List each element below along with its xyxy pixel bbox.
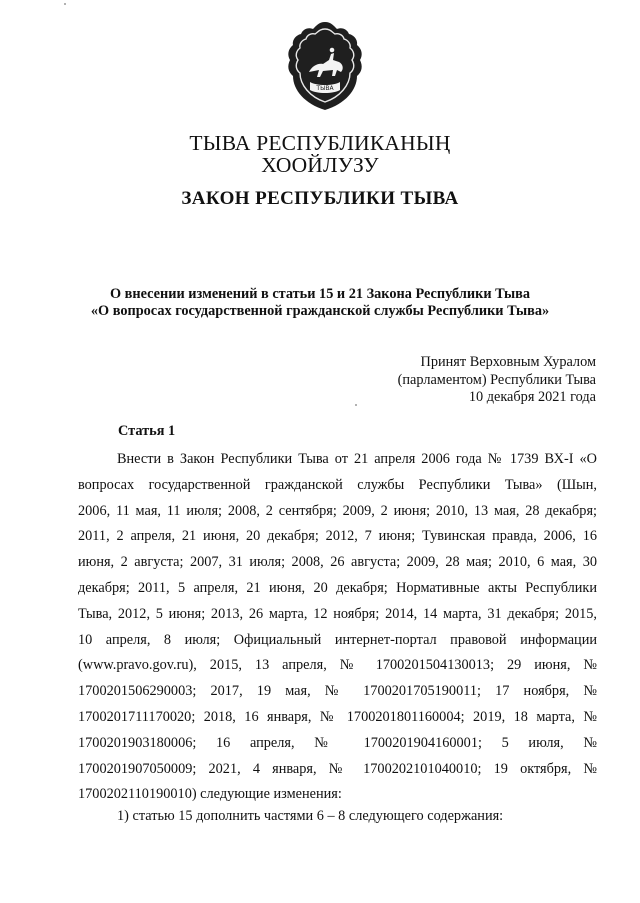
article-1-paragraph xyxy=(78,447,597,808)
law-subject-line2: «О вопросах государственной гражданской службы Республики Тыва» xyxy=(90,303,550,319)
law-subject-line1: О внесении изменений в статьи 15 и 21 Закона Республики Тыва xyxy=(109,286,531,302)
amendment-item-1: 1) статью 15 дополнить частями 6 – 8 следующего содержания: xyxy=(117,808,504,824)
adoption-line2: (парламентом) Республики Тыва xyxy=(397,372,596,388)
paragraph-line: вопросах государственной гражданской службы Республики Тыва» (Шын, xyxy=(78,476,597,493)
tyva-coat-of-arms-emblem xyxy=(285,20,365,112)
paragraph-line: 1700201711170020; 2018, 16 января, № 1700201801160004; 2019, 18 марта, № xyxy=(78,708,597,725)
paragraph-line: 2011, 2 апреля, 21 июня, 20 декабря; 2012, 7 июня; Тувинская правда, 2006, 16 xyxy=(78,528,597,545)
scan-speck xyxy=(64,3,66,5)
paragraph-line: 1700201506290003; 2017, 19 мая, № 1700201705190011; 17 ноября, № xyxy=(78,683,597,700)
scan-speck xyxy=(355,404,357,406)
paragraph-line: 1700201907050009; 2021, 4 января, № 1700202101040010; 19 октября, № xyxy=(78,760,597,777)
emblem-ribbon-text: ТЫВА xyxy=(316,85,334,92)
paragraph-line: 1700202110190010) следующие изменения: xyxy=(78,786,342,803)
law-title: ЗАКОН РЕСПУБЛИКИ ТЫВА xyxy=(181,188,459,209)
paragraph-line: 1700201903180006; 16 апреля, № 1700201904160001; 5 июля, № xyxy=(78,734,597,751)
adoption-date: 10 декабря 2021 года xyxy=(468,389,596,405)
republic-name-line1: ТЫВА РЕСПУБЛИКАНЫҢ xyxy=(189,131,451,155)
paragraph-line: Внести в Закон Республики Тыва от 21 апреля 2006 года № 1739 ВХ-I «О xyxy=(117,451,597,467)
article-1-heading: Статья 1 xyxy=(118,423,176,439)
paragraph-line: Тыва, 2012, 5 июня; 2013, 26 марта, 12 ноября; 2014, 14 марта, 31 декабря; 2015, xyxy=(78,605,597,622)
republic-name-line2: ХООЙЛУЗУ xyxy=(261,153,379,177)
paragraph-line: декабря; 2011, 5 апреля, 21 июня, 20 декабря; Нормативные акты Республики xyxy=(78,579,597,596)
adoption-line1: Принят Верховным Хуралом xyxy=(420,354,596,370)
paragraph-line: июня, 2 августа; 2007, 31 июля; 2008, 26 августа; 2009, 28 мая; 2010, 6 мая, 30 xyxy=(78,554,597,571)
paragraph-line: 2006, 11 мая, 11 июля; 2008, 2 сентября; 2009, 2 июня; 2010, 13 мая, 28 декабря; xyxy=(78,502,597,519)
paragraph-line: 10 апреля, 8 июля; Официальный интернет-портал правовой информации xyxy=(78,631,597,648)
paragraph-line: (www.pravo.gov.ru), 2015, 13 апреля, № 1700201504130013; 29 июня, № xyxy=(78,657,597,674)
